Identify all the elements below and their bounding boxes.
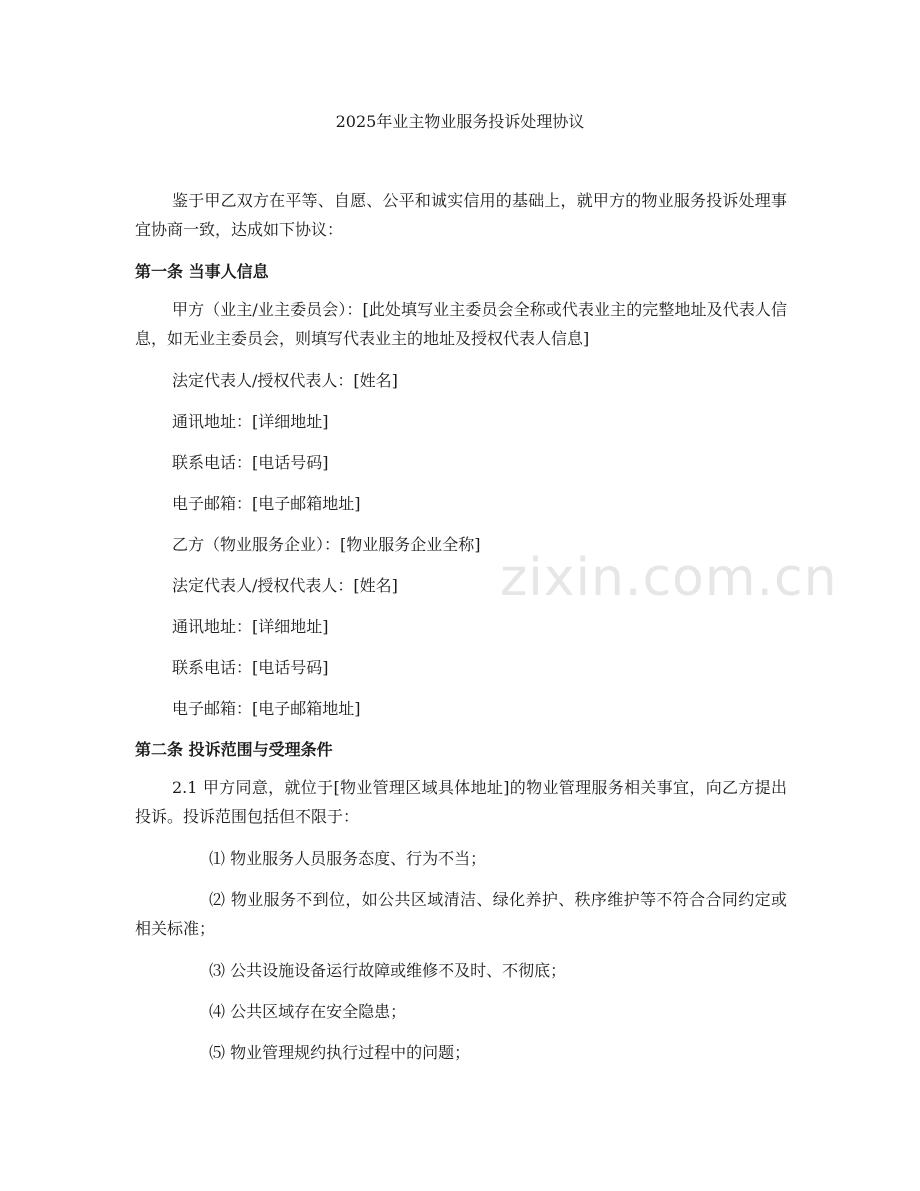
party-a-email: 电子邮箱：[电子邮箱地址] — [172, 494, 361, 513]
party-a-representative: 法定代表人/授权代表人：[姓名] — [172, 371, 398, 390]
article-1-heading: 第一条 当事人信息 — [135, 262, 269, 281]
party-b-phone: 联系电话：[电话号码] — [172, 658, 329, 677]
party-a-phone: 联系电话：[电话号码] — [172, 453, 329, 472]
party-b-email: 电子邮箱：[电子邮箱地址] — [172, 699, 361, 718]
party-b-address: 通讯地址：[详细地址] — [172, 617, 329, 636]
party-a-address: 通讯地址：[详细地址] — [172, 412, 329, 431]
list-item: ⑸ 物业管理规约执行过程中的问题； — [209, 1043, 471, 1062]
list-item: ⑴ 物业服务人员服务态度、行为不当； — [209, 849, 487, 868]
article-2-heading: 第二条 投诉范围与受理条件 — [135, 740, 333, 759]
party-b-representative: 法定代表人/授权代表人：[姓名] — [172, 576, 398, 595]
clause-2-1: 2.1 甲方同意，就位于[物业管理区域具体地址]的物业管理服务相关事宜，向乙方提出投诉。投诉范围包括但不限于： — [135, 778, 787, 826]
document-title: 2025年业主物业服务投诉处理协议 — [335, 112, 585, 131]
party-b-info: 乙方（物业服务企业）：[物业服务企业全称] — [172, 535, 481, 554]
list-item: ⑵ 物业服务不到位，如公共区域清洁、绿化养护、秩序维护等不符合合同约定或相关标准； — [135, 890, 787, 938]
watermark: zixin.com.cn — [500, 548, 838, 608]
intro-paragraph: 鉴于甲乙双方在平等、自愿、公平和诚实信用的基础上，就甲方的物业服务投诉处理事宜协商一致，达成如下协议： — [135, 191, 787, 239]
document-body — [135, 186, 787, 1067]
party-a-info: 甲方（业主/业主委员会）：[此处填写业主委员会全称或代表业主的完整地址及代表人信息，如无业主委员会，则填写代表业主的地址及授权代表人信息] — [135, 300, 787, 348]
list-item: ⑷ 公共区域存在安全隐患； — [209, 1002, 407, 1021]
list-item: ⑶ 公共设施设备运行故障或维修不及时、不彻底； — [209, 961, 567, 980]
